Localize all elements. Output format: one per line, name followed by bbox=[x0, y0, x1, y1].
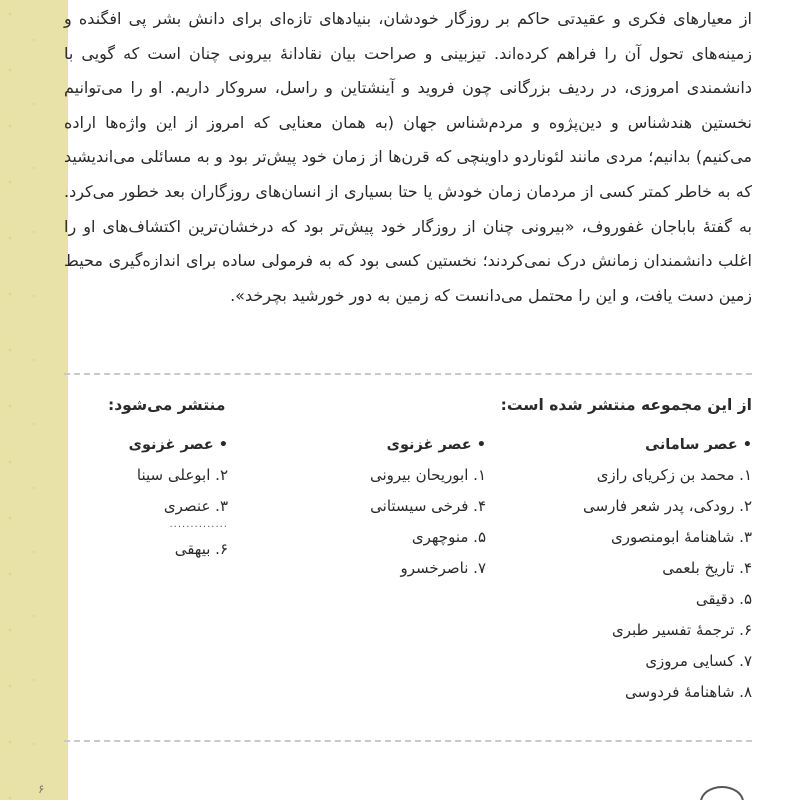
list-item: ۵. منوچهری bbox=[411, 528, 486, 546]
list-item: ۱. محمد بن زکریای رازی bbox=[596, 466, 752, 484]
dotted-separator: .............. bbox=[169, 519, 228, 530]
list-item: ۲. رودکی، پدر شعر فارسی bbox=[583, 497, 752, 515]
list-item: ۳. شاهنامهٔ ابومنصوری bbox=[611, 528, 752, 546]
samanid-list bbox=[492, 460, 752, 708]
section-divider-top bbox=[64, 373, 752, 375]
list-item: ۲. ابوعلی سینا bbox=[136, 466, 228, 484]
samanid-title: • عصر سامانی bbox=[645, 437, 752, 453]
page-number: ۶ bbox=[38, 782, 45, 796]
list-item: ۷. ناصرخسرو bbox=[400, 559, 486, 577]
decorative-side-strip bbox=[0, 0, 68, 800]
list-item: ۴. تاریخ بلعمی bbox=[662, 559, 752, 577]
published-heading: از این مجموعه منتشر شده است: bbox=[500, 396, 752, 414]
list-item: ۷. کسایی مروزی bbox=[645, 652, 752, 670]
body-paragraph: از معیارهای فکری و عقیدتی حاکم بر روزگار خودشان، بنیادهای تازه‌ای برای دانش بشر پی افگنده و زمینه‌های تحول آن را فراهم کرده‌اند. تیزبینی و صراحت بیان نقادانهٔ بیرونی چنان است که گویی با دانشمندی امروزی، در ردیف بزرگانی چون فروید و آینشتاین و راسل، سروکار داریم. او را می‌توانیم نخستین هندشناس و دین‌پژوه و مردم‌شناس جهان (به همان معنایی که امروز از این واژه‌ها اراده می‌کنیم) بدانیم؛ مردی مانند لئوناردو داوینچی که قرن‌ها از زمان خود پیش‌تر بود و به مسائلی می‌اندیشید که به خاطر کمتر کسی از مردمان زمان خودش یا حتا بسیاری از انسان‌های روزگاران بعد خطور می‌کرد. به گفتهٔ باباجان غفوروف، «بیرونی چنان از روزگار خود پیش‌تر بود که درخشان‌ترین اکتشاف‌های او را اغلب دانشمندان زمانش درک نمی‌کردند؛ نخستین کسی بود که به فرمولی ساده برای اندازه‌گیری محیط زمین دست یافت، و این را محتمل می‌دانست که زمین به دور خورشید بچرخد». bbox=[64, 9, 752, 305]
section-divider-bottom bbox=[64, 740, 752, 742]
ghaznavid-upcoming-title: • عصر غزنوی bbox=[128, 437, 228, 453]
upcoming-heading: منتشر می‌شود: bbox=[108, 396, 226, 414]
ghaznavid-upcoming-list-more bbox=[108, 534, 228, 565]
list-item: ۳. عنصری bbox=[163, 497, 228, 515]
list-item: ۶. بیهقی bbox=[174, 540, 228, 558]
samanid-column bbox=[492, 434, 752, 708]
ghaznavid-published-column bbox=[321, 434, 486, 584]
list-item: ۶. ترجمهٔ تفسیر طبری bbox=[611, 621, 752, 639]
ghaznavid-published-list bbox=[321, 460, 486, 584]
list-item: ۱. ابوریحان بیرونی bbox=[369, 466, 486, 484]
ghaznavid-upcoming-list bbox=[108, 460, 228, 522]
list-item: ۵. دقیقی bbox=[695, 590, 752, 608]
list-item: ۸. شاهنامهٔ فردوسی bbox=[624, 683, 752, 701]
decorative-arc bbox=[700, 786, 744, 800]
list-item: ۴. فرخی سیستانی bbox=[370, 497, 486, 515]
ghaznavid-upcoming-column bbox=[108, 434, 228, 565]
ghaznavid-published-title: • عصر غزنوی bbox=[386, 437, 486, 453]
